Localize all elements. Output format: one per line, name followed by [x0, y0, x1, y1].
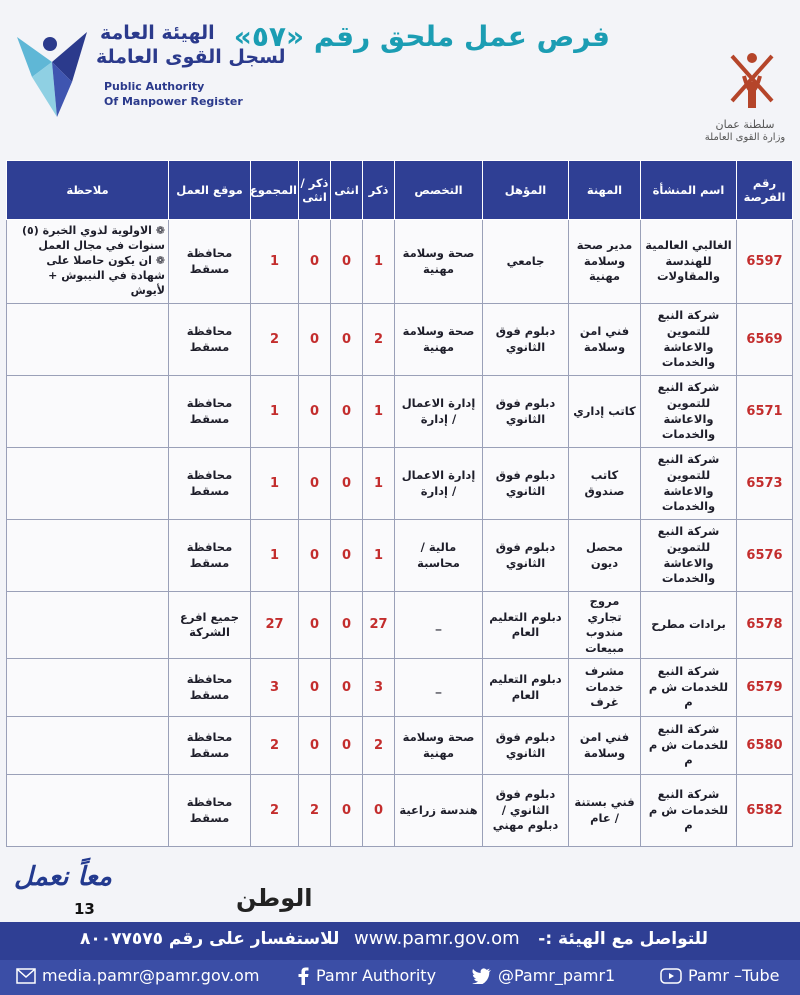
cell-specialization: _: [395, 592, 483, 659]
page-title: فرص عمل ملحق رقم «٥٧»: [233, 20, 610, 53]
cell-opportunity-id: 6578: [737, 592, 793, 659]
cell-male: 2: [363, 717, 395, 775]
cell-company: برادات مطرح: [641, 592, 737, 659]
cell-company: شركة النبع للتموين والاعاشة والخدمات: [641, 304, 737, 376]
column-header: انثى: [331, 161, 363, 220]
cell-total: 27: [251, 592, 299, 659]
cell-note: [7, 448, 169, 520]
cell-company: شركة النبع للخدمات ش م م: [641, 659, 737, 717]
cell-either: 0: [299, 376, 331, 448]
cell-note: [7, 717, 169, 775]
cell-either: 0: [299, 659, 331, 717]
cell-qualification: دبلوم فوق الثانوي: [483, 304, 569, 376]
cell-job: مشرف خدمات غرف: [569, 659, 641, 717]
cell-company: شركة النبع للخدمات ش م م: [641, 775, 737, 847]
page-number: 13: [74, 900, 95, 918]
newspaper-logo: الوطن: [236, 884, 313, 912]
cell-specialization: إدارة الاعمال / إدارة: [395, 448, 483, 520]
cell-either: 0: [299, 592, 331, 659]
cell-opportunity-id: 6597: [737, 220, 793, 304]
cell-female: 0: [331, 717, 363, 775]
table-row: [7, 220, 793, 304]
cell-total: 1: [251, 220, 299, 304]
table-row: [7, 304, 793, 376]
cell-female: 0: [331, 592, 363, 659]
cell-either: 0: [299, 304, 331, 376]
logo-english-line2: Of Manpower Register: [104, 95, 243, 108]
logo-arabic-line1: الهيئة العامة: [100, 22, 215, 44]
job-opportunities-table: [6, 160, 793, 847]
cell-company: شركة النبع للتموين والاعاشة والخدمات: [641, 448, 737, 520]
cell-male: 2: [363, 304, 395, 376]
cell-male: 1: [363, 520, 395, 592]
cell-total: 1: [251, 376, 299, 448]
column-header: ذكر / انثى: [299, 161, 331, 220]
cell-female: 0: [331, 520, 363, 592]
cell-qualification: دبلوم فوق الثانوي: [483, 376, 569, 448]
cell-location: محافظة مسقط: [169, 659, 251, 717]
cell-total: 2: [251, 717, 299, 775]
cell-job: كاتب صندوق: [569, 448, 641, 520]
cell-note: [7, 376, 169, 448]
cell-opportunity-id: 6573: [737, 448, 793, 520]
youtube-icon: [660, 968, 682, 984]
cell-either: 2: [299, 775, 331, 847]
cell-location: محافظة مسقط: [169, 376, 251, 448]
cell-total: 3: [251, 659, 299, 717]
cell-location: محافظة مسقط: [169, 448, 251, 520]
ministry-line1: سلطنة عمان: [715, 118, 775, 131]
oman-emblem-icon: [722, 46, 782, 116]
cell-male: 1: [363, 376, 395, 448]
cell-note: [7, 592, 169, 659]
cell-job: كاتب إداري: [569, 376, 641, 448]
facebook-contact[interactable]: [296, 966, 436, 985]
cell-note: [7, 220, 169, 304]
cell-female: 0: [331, 659, 363, 717]
youtube-contact[interactable]: [660, 966, 779, 985]
cell-male: 1: [363, 448, 395, 520]
cell-job: فني امن وسلامة: [569, 717, 641, 775]
cell-specialization: صحة وسلامة مهنية: [395, 717, 483, 775]
cell-opportunity-id: 6576: [737, 520, 793, 592]
column-header: التخصص: [395, 161, 483, 220]
cell-total: 1: [251, 520, 299, 592]
table-header-row: [7, 161, 793, 220]
cell-either: 0: [299, 520, 331, 592]
cell-job: فني امن وسلامة: [569, 304, 641, 376]
youtube-text: Pamr –Tube: [688, 966, 780, 985]
table-row: [7, 659, 793, 717]
cell-specialization: إدارة الاعمال / إدارة: [395, 376, 483, 448]
email-icon: [16, 968, 36, 984]
maan-logo: معاً نعمل: [14, 862, 112, 892]
column-header: المهنة: [569, 161, 641, 220]
cell-note: [7, 775, 169, 847]
cell-specialization: مالية / محاسبة: [395, 520, 483, 592]
cell-company: شركة النبع للخدمات ش م م: [641, 717, 737, 775]
email-contact[interactable]: [16, 966, 259, 985]
cell-specialization: هندسة زراعية: [395, 775, 483, 847]
cell-job: مروج تجاري مندوب مبيعات: [569, 592, 641, 659]
ministry-line2: وزارة القوى العاملة: [704, 132, 786, 143]
table-row: [7, 592, 793, 659]
cell-qualification: دبلوم فوق الثانوي: [483, 448, 569, 520]
inquiry-phone: للاستفسار على رقم ٨٠٠٧٧٥٧٥: [80, 929, 340, 949]
cell-location: محافظة مسقط: [169, 220, 251, 304]
cell-qualification: دبلوم فوق الثانوي: [483, 520, 569, 592]
cell-male: 3: [363, 659, 395, 717]
authority-logo: [12, 22, 286, 132]
cell-qualification: دبلوم فوق الثانوي / دبلوم مهني: [483, 775, 569, 847]
cell-note: [7, 659, 169, 717]
table-row: [7, 717, 793, 775]
cell-specialization: صحة وسلامة مهنية: [395, 304, 483, 376]
note-line: ❁ الاولوية لذوي الخبرة (٥) سنوات في مجال العمل: [22, 224, 165, 253]
cell-female: 0: [331, 775, 363, 847]
cell-location: محافظة مسقط: [169, 304, 251, 376]
cell-male: 1: [363, 220, 395, 304]
twitter-contact[interactable]: [472, 966, 615, 985]
cell-female: 0: [331, 448, 363, 520]
cell-job: فني بستنة / عام: [569, 775, 641, 847]
cell-specialization: _: [395, 659, 483, 717]
cell-note: [7, 304, 169, 376]
table-row: [7, 376, 793, 448]
cell-company: شركة النبع للتموين والاعاشة والخدمات: [641, 520, 737, 592]
cell-either: 0: [299, 717, 331, 775]
cell-location: جميع افرع الشركة: [169, 592, 251, 659]
cell-total: 1: [251, 448, 299, 520]
cell-male: 27: [363, 592, 395, 659]
cell-qualification: دبلوم التعليم العام: [483, 659, 569, 717]
cell-opportunity-id: 6580: [737, 717, 793, 775]
cell-female: 0: [331, 376, 363, 448]
cell-male: 0: [363, 775, 395, 847]
cell-total: 2: [251, 775, 299, 847]
cell-qualification: جامعي: [483, 220, 569, 304]
column-header: ملاحظة: [7, 161, 169, 220]
cell-either: 0: [299, 448, 331, 520]
contact-label: للتواصل مع الهيئة :-: [538, 929, 708, 949]
logo-english-line1: Public Authority: [104, 80, 205, 93]
cell-company: الغالبي العالمية للهندسة والمقاولات: [641, 220, 737, 304]
cell-opportunity-id: 6582: [737, 775, 793, 847]
column-header: ذكر: [363, 161, 395, 220]
cell-qualification: دبلوم التعليم العام: [483, 592, 569, 659]
cell-job: مدير صحة وسلامة مهنية: [569, 220, 641, 304]
logo-arabic-line2: لسجل القوى العاملة: [96, 46, 286, 68]
column-header: المجموع: [251, 161, 299, 220]
authority-logo-icon: [12, 22, 92, 122]
cell-qualification: دبلوم فوق الثانوي: [483, 717, 569, 775]
facebook-text: Pamr Authority: [316, 966, 437, 985]
table-row: [7, 448, 793, 520]
column-header: المؤهل: [483, 161, 569, 220]
email-text: media.pamr@pamr.gov.om: [42, 966, 260, 985]
cell-location: محافظة مسقط: [169, 775, 251, 847]
twitter-icon: [472, 968, 492, 984]
facebook-icon: [296, 967, 310, 985]
cell-total: 2: [251, 304, 299, 376]
cell-note: [7, 520, 169, 592]
cell-female: 0: [331, 220, 363, 304]
cell-either: 0: [299, 220, 331, 304]
column-header: اسم المنشأة: [641, 161, 737, 220]
cell-opportunity-id: 6571: [737, 376, 793, 448]
cell-opportunity-id: 6569: [737, 304, 793, 376]
column-header: موقع العمل: [169, 161, 251, 220]
cell-location: محافظة مسقط: [169, 717, 251, 775]
cell-location: محافظة مسقط: [169, 520, 251, 592]
column-header: رقم الفرصة: [737, 161, 793, 220]
cell-female: 0: [331, 304, 363, 376]
table-row: [7, 775, 793, 847]
cell-company: شركة النبع للتموين والاعاشة والخدمات: [641, 376, 737, 448]
twitter-text: @Pamr_pamr1: [498, 966, 616, 985]
cell-job: محصل ديون: [569, 520, 641, 592]
note-line: ❁ ان يكون حاصلا على شهادة في النيبوش + لأيوش: [46, 254, 165, 297]
website-link[interactable]: www.pamr.gov.om: [354, 928, 520, 949]
table-row: [7, 520, 793, 592]
cell-opportunity-id: 6579: [737, 659, 793, 717]
cell-specialization: صحة وسلامة مهنية: [395, 220, 483, 304]
